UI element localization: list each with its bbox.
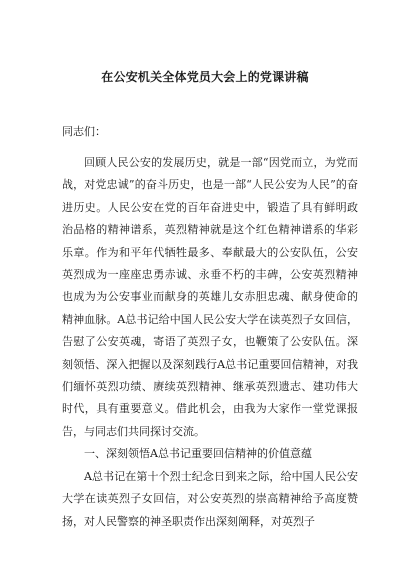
document-title: 在公安机关全体党员大会上的党课讲稿 bbox=[101, 70, 309, 84]
document-body bbox=[62, 152, 358, 533]
salutation: 同志们： bbox=[62, 125, 106, 138]
body-paragraph: 回顾人民公安的发展历史，就是一部“因党而立，为党而战，对党忠诚”的奋斗历史，也是一部“人民公安为人民”的奋进历史。人民公安在党的百年奋进史中，锻造了具有鲜明政治品格的精神谱系，英烈精神就是这个红色精神谱系的华彩乐章。作为和平年代牺牲最多、奉献最大的公安队伍，公安英烈成为一座座忠勇赤诚、永垂不朽的丰碑，公安英烈精神也成为为公安事业而献身的英雄儿女赤胆忠魂、献身使命的精神血脉。A总书记给中国人民公安大学在读英烈子女回信，告慰了公安英魂，寄语了英烈子女，也鞭策了公安队伍。深刻领悟、深入把握以及深刻践行A总书记重要回信精神，对我们缅怀英烈功绩、赓续英烈精神、继承英烈遗志、建功伟大时代，具有重要意义。借此机会，由我为大家作一堂党课报告，与同志们共同探讨交流。 bbox=[62, 156, 358, 438]
section-paragraph: A总书记在第十个烈士纪念日到来之际，给中国人民公安大学在读英烈子女回信，对公安英烈的崇高精神给予高度赞扬，对人民警察的神圣职责作出深刻阐释，对英烈子 bbox=[62, 469, 358, 528]
section-heading: 一、深刻领悟A总书记重要回信精神的价值意蕴 bbox=[84, 447, 312, 461]
